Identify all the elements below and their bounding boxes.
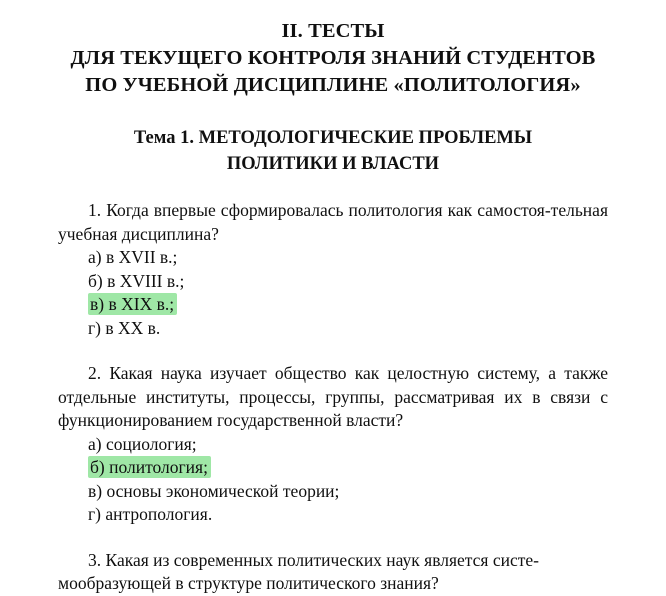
answer-option[interactable] — [58, 433, 608, 457]
answer-option[interactable] — [58, 246, 608, 270]
answer-option-highlighted[interactable] — [58, 293, 608, 317]
answer-label: г) в XX в. — [88, 317, 161, 338]
answer-option[interactable] — [58, 270, 608, 294]
answer-label: б) политология; — [88, 456, 211, 478]
question-1-text: 1. Когда впервые сформировалась политология как самостоя-тельная учебная дисциплина? — [58, 200, 608, 244]
question-3-line-1: 3. Какая из современных политических наук является систе- — [88, 549, 540, 570]
question-2 — [58, 362, 608, 527]
section-title — [58, 125, 608, 177]
answer-label: в) в XIX в.; — [88, 293, 177, 315]
question-2-answers — [58, 433, 608, 527]
document-title-line-1: II. ТЕСТЫ — [281, 20, 385, 42]
question-1-answers — [58, 246, 608, 340]
question-3-partial — [58, 549, 608, 593]
question-2-text: 2. Какая наука изучает общество как целостную систему, а также отдельные институты, процессы, группы, рассматривая их в связи с функционированием государственной власти? — [58, 363, 608, 430]
answer-option-highlighted[interactable] — [58, 456, 608, 480]
answer-label: г) антропология. — [88, 504, 213, 524]
document-title-line-2: ДЛЯ ТЕКУЩЕГО КОНТРОЛЯ ЗНАНИЙ СТУДЕНТОВ — [70, 47, 596, 69]
section-title-line-1: Тема 1. МЕТОДОЛОГИЧЕСКИЕ ПРОБЛЕМЫ — [133, 128, 533, 148]
answer-label: а) социология; — [88, 433, 197, 454]
answer-option[interactable] — [58, 503, 608, 527]
answer-option[interactable] — [58, 480, 608, 504]
section-title-line-2: ПОЛИТИКИ И ВЛАСТИ — [226, 154, 440, 174]
answer-label: в) основы экономической теории; — [88, 480, 340, 501]
answer-option[interactable] — [58, 317, 608, 341]
document-title — [58, 18, 608, 99]
answer-label: б) в XVIII в.; — [88, 270, 185, 291]
question-1 — [58, 199, 608, 340]
answer-label: а) в XVII в.; — [88, 247, 178, 267]
document-title-line-3: ПО УЧЕБНОЙ ДИСЦИПЛИНЕ «ПОЛИТОЛОГИЯ» — [85, 74, 581, 96]
question-3-line-2: мообразующей в структуре политического знания? — [58, 573, 439, 593]
